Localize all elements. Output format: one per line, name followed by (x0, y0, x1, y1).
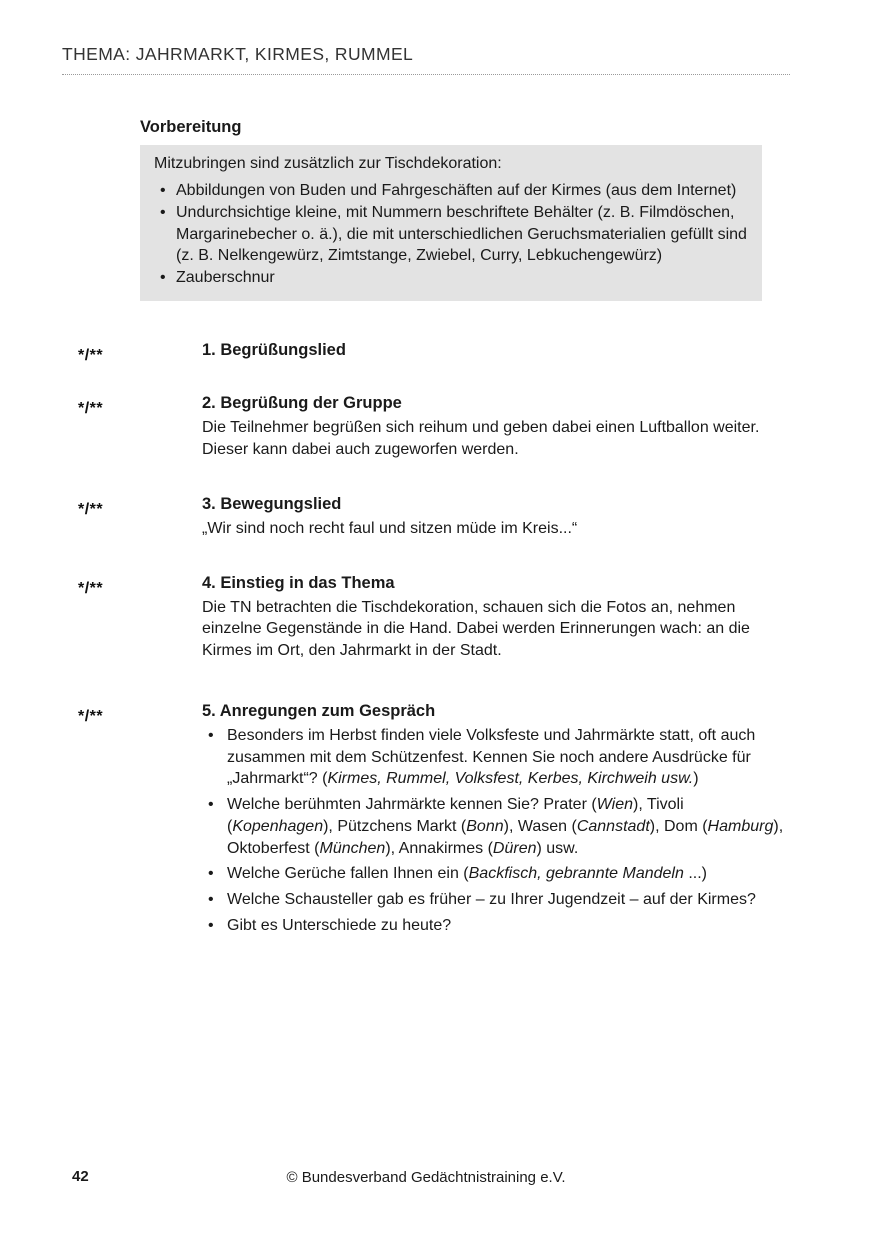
plain-text: ) (693, 770, 699, 788)
plain-text: ), Oktoberfest ( (227, 817, 784, 857)
plain-text: ...) (683, 865, 707, 883)
plain-text: Gibt es Unterschiede zu heute? (227, 916, 452, 934)
section-3 (78, 494, 790, 540)
plain-text: Besonders im Herbst finden viele Volksfeste und Jahrmärkte statt, oft auch zusammen mit dem Schützenfest. Kennen Sie noch andere Ausdrücke für „Jahrmarkt“? ( (227, 726, 756, 788)
emphasised-text: Kirmes, Rummel, Volksfest, Kerbes, Kirchweih usw. (327, 770, 694, 788)
preparation-title: Vorbereitung (140, 118, 242, 136)
copyright-notice: © Bundesverband Gedächtnistraining e.V. (286, 1169, 566, 1186)
section-body: Die TN betrachten die Tischdekoration, schauen sich die Fotos an, nehmen einzelne Gegenstände in die Hand. Dabei werden Erinnerungen wach: an die Kirmes im Ort, den Jahrmarkt in der Stadt. (202, 598, 750, 660)
section-4 (78, 573, 790, 662)
plain-text: ), Tivoli ( (227, 796, 684, 835)
page-number: 42 (72, 1168, 89, 1185)
preparation-block (140, 118, 790, 301)
preparation-intro: Mitzubringen sind zusätzlich zur Tischdekoration: (154, 155, 502, 172)
plain-text: ), Pützchens Markt ( (323, 817, 467, 835)
discussion-list (202, 725, 790, 937)
section-heading: 5. Anregungen zum Gespräch (202, 701, 436, 720)
section-heading: 1. Begrüßungslied (202, 341, 346, 360)
page-footer (62, 1168, 790, 1190)
list-item (202, 725, 790, 790)
page-header (62, 44, 790, 75)
list-item: • Undurchsichtige kleine, mit Nummern beschriftete Behälter (z. B. Filmdöschen, Margarinebecher o. ä.), die mit unterschiedlichen Geruchsmaterialien gefüllt sind (z. B. Nelkengewürz, Zimtstange, Zwiebel, Curry, Lebkuchengewürz) (154, 202, 748, 266)
emphasised-text: München (319, 839, 386, 857)
section-body: Die Teilnehmer begrüßen sich reihum und geben dabei einen Luftballon weiter. Dieser kann dabei auch zugeworfen werden. (202, 419, 760, 459)
emphasised-text: Wien (596, 796, 633, 814)
list-item (202, 889, 790, 911)
preparation-list (154, 180, 748, 288)
emphasised-text: Backfisch, gebrannte Mandeln (468, 865, 684, 883)
emphasised-text: Kopenhagen (232, 817, 324, 835)
emphasised-text: Düren (492, 839, 537, 857)
section-heading: 2. Begrüßung der Gruppe (202, 394, 402, 413)
section-marker: */** (78, 347, 104, 365)
plain-text: Welche Schausteller gab es früher – zu Ihrer Jugendzeit – auf der Kirmes? (227, 891, 756, 909)
section-marker: */** (78, 579, 104, 597)
section-heading: 3. Bewegungslied (202, 494, 342, 513)
preparation-box (140, 145, 762, 301)
plain-text: Welche Gerüche fallen Ihnen ein ( (227, 865, 469, 883)
section-heading: 4. Einstieg in das Thema (202, 573, 395, 592)
header-title: THEMA: JAHRMARKT, KIRMES, RUMMEL (62, 44, 414, 64)
list-item (202, 794, 790, 859)
section-5 (78, 701, 790, 937)
plain-text: ), Dom ( (649, 817, 708, 835)
emphasised-text: Cannstadt (576, 817, 650, 835)
section-marker: */** (78, 400, 104, 418)
section-2 (78, 394, 790, 461)
section-1 (78, 341, 790, 365)
plain-text: ), Annakirmes ( (385, 839, 493, 857)
plain-text: ), Wasen ( (503, 817, 577, 835)
plain-text: Welche berühmten Jahrmärkte kennen Sie? Prater ( (227, 796, 597, 814)
list-item (202, 863, 790, 885)
section-marker: */** (78, 500, 104, 518)
list-item (202, 915, 790, 937)
section-marker: */** (78, 707, 104, 725)
list-item: • Zauberschnur (154, 267, 748, 288)
section-body: „Wir sind noch recht faul und sitzen müde im Kreis...“ (202, 519, 578, 537)
emphasised-text: Bonn (466, 817, 504, 835)
list-item: • Abbildungen von Buden und Fahrgeschäften auf der Kirmes (aus dem Internet) (154, 180, 748, 201)
plain-text: ) usw. (536, 839, 579, 857)
emphasised-text: Hamburg (707, 817, 774, 835)
header-divider (62, 74, 790, 75)
page-content (78, 118, 790, 941)
